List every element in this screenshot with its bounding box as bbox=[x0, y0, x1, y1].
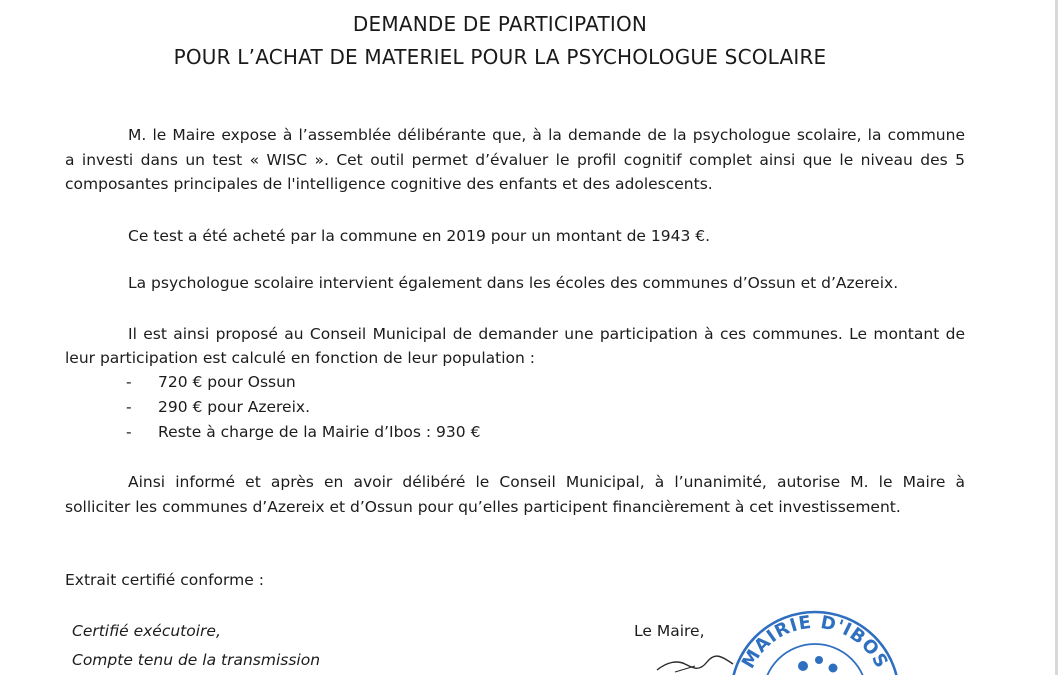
paragraph-1-line-3: composantes principales de l'intelligence cognitive des enfants et des adolescents. bbox=[65, 175, 713, 193]
bullet-item-ossun: 720 € pour Ossun bbox=[158, 373, 296, 391]
bullet-item-reste-a-charge: Reste à charge de la Mairie d’Ibos : 930 € bbox=[158, 423, 481, 441]
bullet-item-azereix: 290 € pour Azereix. bbox=[158, 398, 310, 416]
bullet-marker: - bbox=[126, 373, 132, 391]
le-maire-label: Le Maire, bbox=[634, 622, 705, 640]
certifie-executoire: Certifié exécutoire, bbox=[72, 622, 221, 640]
paragraph-5-line-1: Ainsi informé et après en avoir délibéré le Conseil Municipal, à l’unanimité, autorise M. le Maire à bbox=[128, 473, 965, 491]
paragraph-2: Ce test a été acheté par la commune en 2019 pour un montant de 1943 €. bbox=[128, 227, 711, 245]
svg-text:MAIRIE D'IBOS: MAIRIE D'IBOS bbox=[737, 611, 893, 673]
paragraph-1-line-2: a investi dans un test « WISC ». Cet outil permet d’évaluer le profil cognitif complet ainsi que le niveau des 5 bbox=[65, 151, 965, 169]
paragraph-4-line-1: Il est ainsi proposé au Conseil Municipal de demander une participation à ces communes. Le montant de bbox=[128, 325, 965, 343]
stamp-emblem-icon bbox=[798, 656, 838, 675]
bullet-marker: - bbox=[126, 423, 132, 441]
mairie-stamp bbox=[715, 596, 915, 675]
bullet-marker: - bbox=[126, 398, 132, 416]
extrait-certifie: Extrait certifié conforme : bbox=[65, 571, 264, 589]
compte-tenu-transmission: Compte tenu de la transmission bbox=[72, 651, 321, 669]
paragraph-4-line-2: leur participation est calculé en fonction de leur population : bbox=[65, 349, 535, 367]
paragraph-1-line-1: M. le Maire expose à l’assemblée délibérante que, à la demande de la psychologue scolaire, la commune bbox=[128, 126, 965, 144]
document-title-line-2: POUR L’ACHAT DE MATERIEL POUR LA PSYCHOLOGUE SCOLAIRE bbox=[173, 45, 827, 69]
document-title-line-1: DEMANDE DE PARTICIPATION bbox=[352, 12, 648, 36]
paragraph-3: La psychologue scolaire intervient également dans les écoles des communes d’Ossun et d’Azereix. bbox=[128, 274, 899, 292]
paragraph-5-line-2: solliciter les communes d’Azereix et d’Ossun pour qu’elles participent financièrement à cet investissement. bbox=[65, 498, 901, 516]
